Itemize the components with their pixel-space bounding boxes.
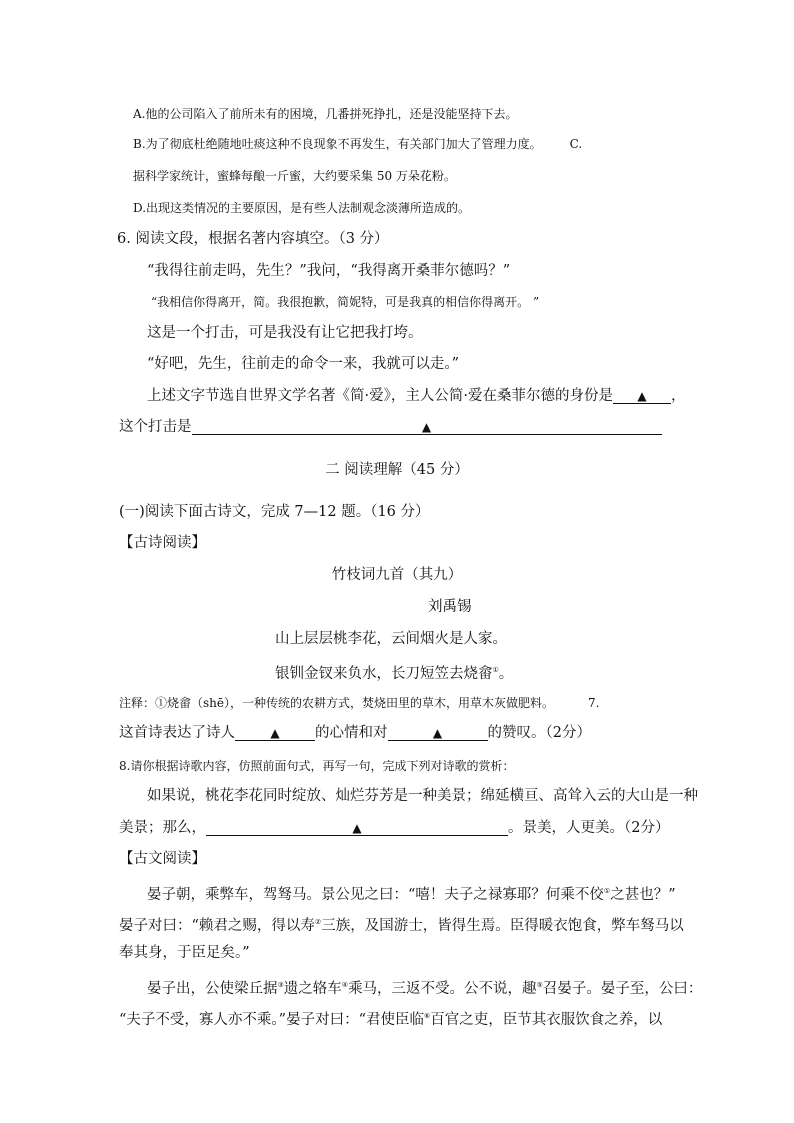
prose-line-2 — [119, 912, 684, 936]
poem-line-2 — [275, 660, 513, 684]
poem-author: 刘禹锡 — [428, 599, 472, 615]
q6-paragraph-1: “我得往前走吗，先生？”我问，“我得离开桑菲尔德吗？” — [147, 263, 511, 279]
q6-paragraph-6 — [119, 417, 662, 437]
q6-answer-blank-2[interactable] — [192, 417, 662, 435]
poem-heading: 【古诗阅读】 — [119, 535, 206, 551]
q5-option-c-label: C. — [569, 137, 583, 151]
q6-paragraph-3: 这是一个打击，可是我没有让它把我打垮。 — [147, 325, 423, 341]
prose-line-1 — [147, 881, 676, 905]
poem-line-2-end: 。 — [498, 665, 514, 682]
prose-line-1-text-a: 晏子朝，乘弊车，驾驽马。景公见之曰：“嘻！夫子之禄寡耶？何乘不佼 — [147, 886, 604, 903]
section-2-title: 二 阅读理解（45 分） — [325, 462, 469, 478]
prose-line-3: 奉其身，于臣足矣。” — [119, 945, 250, 961]
q6-paragraph-5 — [147, 386, 685, 406]
prose-footnote-2: ② — [314, 918, 322, 926]
prose-line-5-text-a: “夫子不受，寡人亦不乘。”晏子对曰：“君使臣临 — [119, 1011, 424, 1028]
q7-answer-marker-1: ▲ — [270, 726, 280, 740]
poem-line-2-text: 银钏金钗来负水，长刀短笠去烧畲 — [275, 665, 493, 682]
q7-text-b: 的心情和对 — [315, 725, 388, 741]
q6-answer-marker-2: ▲ — [421, 420, 432, 434]
poem-note-text: 注释：①烧畲（shē），一种传统的农耕方式，焚烧田里的草木，用草木灰做肥料。 — [119, 696, 554, 710]
q6-paragraph-6-text: 这个打击是 — [119, 419, 192, 435]
q6-answer-blank-1[interactable] — [613, 386, 671, 404]
prose-line-2-text-b: 三族，及国游士，皆得生焉。臣得暖衣饱食，弊车驽马以 — [321, 917, 684, 934]
prose-footnote-3: ③ — [277, 981, 284, 989]
q8-paragraph-2-text-b: 。景美，人更美。（2分） — [508, 820, 670, 836]
prose-footnote-5: ⑤ — [536, 981, 543, 989]
poem-footnote-marker: ① — [492, 666, 499, 674]
q5-option-b — [133, 134, 582, 154]
q6-answer-marker-1: ▲ — [637, 389, 647, 403]
q8-title: 8.请你根据诗歌内容，仿照前面句式，再写一句，完成下列对诗歌的赏析： — [119, 759, 515, 773]
prose-line-1-text-b: 之甚也？” — [610, 886, 676, 903]
q6-paragraph-4: “好吧，先生，往前走的命令一来，我就可以走。” — [147, 356, 460, 372]
poem-line-1: 山上层层桃李花，云间烟火是人家。 — [275, 631, 507, 647]
prose-line-4-text-c: 乘马，三返不受。公不说，趣 — [348, 980, 537, 997]
prose-line-4 — [147, 975, 702, 999]
q5-option-b-text: B.为了彻底杜绝随地吐痰这种不良现象不再发生，有关部门加大了管理力度。 — [133, 137, 542, 151]
q6-paragraph-5-text: 上述文字节选自世界文学名著《简·爱》，主人公简·爱在桑菲尔德的身份是 — [147, 388, 613, 404]
q5-option-c: 据科学家统计，蜜蜂每酿一斤蜜，大约要采集 50 万朵花粉。 — [133, 169, 456, 183]
section-2-part-1: (一)阅读下面古诗文，完成 7—12 题。（16 分） — [119, 504, 430, 520]
q7-text — [119, 723, 591, 743]
q6-paragraph-5-end: ， — [670, 388, 686, 404]
q6-paragraph-2: “我相信你得离开，简。我很抱歉，简妮特，可是我真的相信你得离开。 ” — [151, 295, 540, 309]
prose-line-4-text-a: 晏子出，公使梁丘据 — [147, 980, 278, 997]
prose-footnote-4: ④ — [341, 981, 349, 989]
q8-paragraph-1: 如果说，桃花李花同时绽放、灿烂芬芳是一种美景；绵延横亘、高耸入云的大山是一种 — [147, 788, 698, 804]
q8-paragraph-2-text-a: 美景；那么， — [119, 820, 206, 836]
q5-option-d: D.出现这类情况的主要原因，是有些人法制观念淡薄所造成的。 — [133, 201, 471, 215]
q5-option-a: A.他的公司陷入了前所未有的困境，几番拼死挣扎，还是没能坚持下去。 — [133, 107, 518, 121]
q8-answer-marker: ▲ — [352, 821, 362, 835]
poem-note — [119, 693, 599, 713]
prose-line-4-text-d: 召晏子。晏子至，公曰： — [542, 980, 703, 997]
q8-paragraph-2 — [119, 818, 669, 838]
q7-answer-blank-2[interactable] — [388, 723, 488, 741]
q7-text-c: 的赞叹。（2分） — [487, 725, 591, 741]
poem-title: 竹枝词九首（其九） — [331, 567, 463, 583]
prose-footnote-1: ① — [603, 887, 611, 895]
q6-title: 6. 阅读文段，根据名著内容填空。（3 分） — [117, 231, 389, 247]
prose-line-5 — [119, 1006, 662, 1030]
q7-label: 7. — [588, 696, 600, 710]
prose-footnote-6: ⑥ — [424, 1012, 431, 1020]
prose-line-2-text-a: 晏子对曰：“赖君之赐，得以寿 — [119, 917, 315, 934]
q7-text-a: 这首诗表达了诗人 — [119, 725, 235, 741]
prose-heading: 【古文阅读】 — [119, 851, 206, 867]
prose-line-5-text-b: 百官之吏，臣节其衣服饮食之养，以 — [430, 1011, 663, 1028]
q8-answer-blank[interactable] — [206, 818, 508, 836]
q7-answer-marker-2: ▲ — [432, 726, 443, 740]
prose-line-4-text-b: 遗之辂车 — [283, 980, 342, 997]
q7-answer-blank-1[interactable] — [235, 723, 315, 741]
